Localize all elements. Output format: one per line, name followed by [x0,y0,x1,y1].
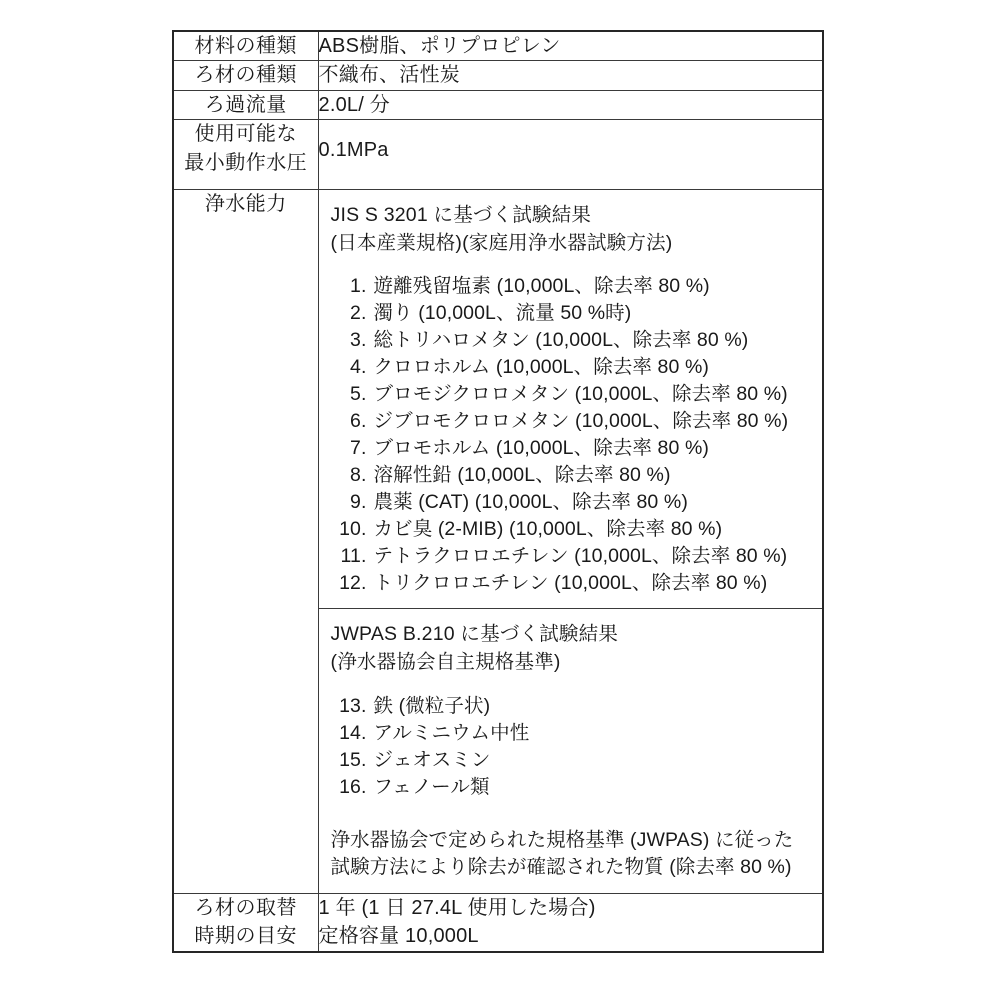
table-row [173,894,823,952]
spec-value-flow-rate: 2.0L/ 分 [318,90,823,119]
list-item: 14. アルミニウム中性 [339,721,530,744]
spec-value-filter-material: 不織布、活性炭 [318,61,823,90]
list-item: 3. 総トリハロメタン (10,000L、除去率 80 %) [350,329,749,352]
spec-label-material: 材料の種類 [173,31,318,61]
spec-label-purification-capability: 浄水能力 [173,189,318,893]
list-item: 16. フェノール類 [339,775,490,798]
jis-substance-list [331,273,823,597]
list-item: 15. ジェオスミン [339,748,491,771]
spec-value-replacement-period: 1 年 (1 日 27.4L 使用した場合) 定格容量 10,000L [318,894,823,952]
spec-value-purification-capability [318,189,823,893]
spec-value-material: ABS樹脂、ポリプロピレン [318,31,823,61]
list-item: 13. 鉄 (微粒子状) [339,694,491,717]
spec-label-replacement-period: ろ材の取替 時期の目安 [173,894,318,952]
jwpas-test-block [319,609,823,893]
table-row [173,120,823,189]
list-item: 9. 農薬 (CAT) (10,000L、除去率 80 %) [350,491,688,514]
list-item: 5. ブロモジクロロメタン (10,000L、除去率 80 %) [350,383,788,406]
jis-test-block [319,190,823,610]
list-item: 8. 溶解性鉛 (10,000L、除去率 80 %) [350,464,671,487]
table-row [173,31,823,61]
list-item: 4. クロロホルム (10,000L、除去率 80 %) [350,356,709,379]
list-item: 12. トリクロロエチレン (10,000L、除去率 80 %) [339,572,768,595]
jwpas-substance-list [331,693,823,801]
table-row-purification-capability [173,189,823,893]
jis-heading: JIS S 3201 に基づく試験結果 (日本産業規格)(家庭用浄水器試験方法) [330,203,673,254]
table-row [173,61,823,90]
jwpas-footnote: 浄水器協会で定められた規格基準 (JWPAS) に従った 試験方法により除去が確認された物質 (除去率 80 %) [330,828,794,879]
product-spec-table [172,30,824,953]
list-item: 6. ジブロモクロロメタン (10,000L、除去率 80 %) [350,410,789,433]
list-item: 2. 濁り (10,000L、流量 50 %時) [350,302,632,325]
list-item: 10. カビ臭 (2-MIB) (10,000L、除去率 80 %) [339,518,723,541]
spec-label-min-pressure: 使用可能な 最小動作水圧 [173,120,318,189]
spec-label-flow-rate: ろ過流量 [173,90,318,119]
list-item: 1. 遊離残留塩素 (10,000L、除去率 80 %) [350,275,710,298]
list-item: 7. ブロモホルム (10,000L、除去率 80 %) [350,437,709,460]
spec-label-filter-material: ろ材の種類 [173,61,318,90]
table-row [173,90,823,119]
list-item: 11. テトラクロロエチレン (10,000L、除去率 80 %) [340,545,788,568]
jwpas-heading: JWPAS B.210 に基づく試験結果 (浄水器協会自主規格基準) [330,623,619,674]
spec-value-min-pressure: 0.1MPa [318,120,823,189]
